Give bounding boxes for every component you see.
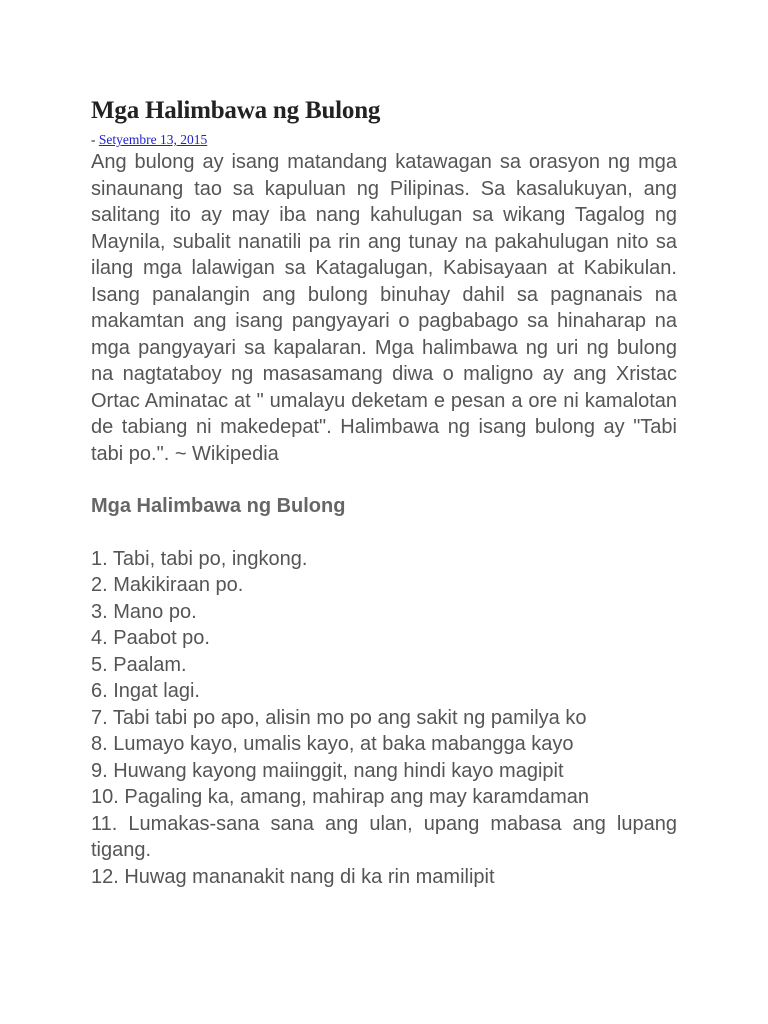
article-title: Mga Halimbawa ng Bulong <box>91 97 381 124</box>
bulong-list <box>91 546 677 891</box>
list-item: 2. Makikiraan po. <box>91 574 244 596</box>
intro-paragraph: Ang bulong ay isang matandang katawagan sa orasyon ng mga sinaunang tao sa kapuluan ng Pilipinas. Sa kasalukuyan, ang salitang ito ay may iba nang kahulugan sa wikang Tagalog ng Maynila, subalit nanatili pa rin ang tunay na pakahulugan nito sa ilang mga lalawigan sa Katagalugan, Kabisayaan at Kabikulan. Isang panalangin ang bulong binuhay dahil sa pagnanais na makamtan ang isang pangyayari o pagbabago sa hinaharap na mga pangyayari sa kapalaran. Mga halimbawa ng uri ng bulong na nagtataboy ng masasamang diwa o maligno ay ang Xristac Ortac Aminatac at " umalayu deketam e pesan a ore ni kamalotan de tabiang ni makedepat". Halimbawa ng isang bulong ay "Tabi tabi po.". ~ Wikipedia <box>91 151 677 465</box>
list-item: 6. Ingat lagi. <box>91 680 200 702</box>
meta-prefix: - <box>91 132 99 147</box>
list-item: 4. Paabot po. <box>91 627 210 649</box>
post-date-link[interactable]: Setyembre 13, 2015 <box>98 132 208 147</box>
article <box>91 96 677 890</box>
list-item: 7. Tabi tabi po apo, alisin mo po ang sakit ng pamilya ko <box>91 706 587 729</box>
list-item: 10. Pagaling ka, amang, mahirap ang may karamdaman <box>91 786 590 808</box>
list-item: 3. Mano po. <box>91 600 197 623</box>
list-item: 1. Tabi, tabi po, ingkong. <box>91 547 308 570</box>
list-item: 9. Huwang kayong maiinggit, nang hindi kayo magipit <box>91 759 564 782</box>
list-item: 8. Lumayo kayo, umalis kayo, at baka mabangga kayo <box>91 733 574 755</box>
list-item: 11. Lumakas-sana sana ang ulan, upang mabasa ang lupang tigang. <box>91 812 677 861</box>
list-item: 12. Huwag mananakit nang di ka rin mamilipit <box>91 865 495 888</box>
section-subheading: Mga Halimbawa ng Bulong <box>91 495 346 517</box>
post-meta <box>91 132 677 148</box>
list-item: 5. Paalam. <box>91 653 187 676</box>
